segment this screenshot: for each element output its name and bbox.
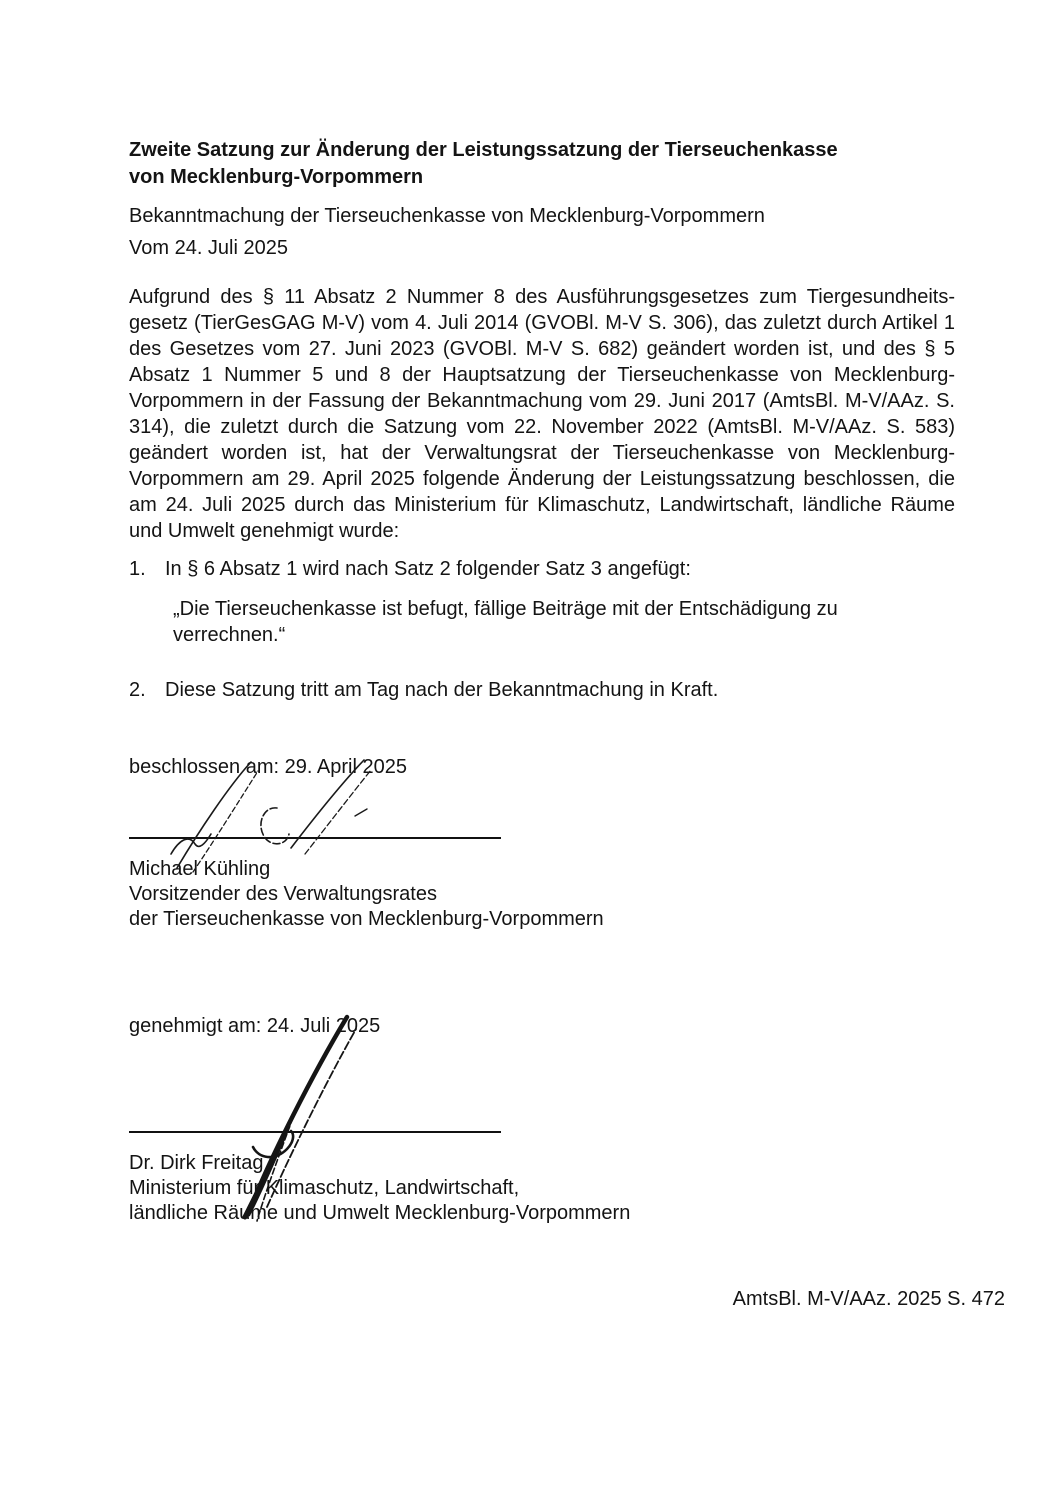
signer-name: Michael Kühling: [129, 858, 271, 880]
approved-date-line: genehmigt am: 24. Juli 2025: [129, 1015, 381, 1037]
title-line-2: von Mecklenburg-Vorpommern: [129, 166, 424, 188]
title-line-1: Zweite Satzung zur Änderung der Leistungssatzung der Tierseuchenkasse: [129, 139, 838, 161]
signer-role-line: der Tierseuchenkasse von Mecklenburg-Vorpommern: [129, 908, 604, 930]
preamble-paragraph: Aufgrund des § 11 Absatz 2 Nummer 8 des Ausführungsgesetzes zum Tiergesundheits-gesetz (TierGesGAG M-V) vom 4. Juli 2014 (GVOBl. M-V S. 306), das zuletzt durch Artikel 1 des Gesetzes vom 27. Juni 2023 (GVOBl. M-V S. 682) geändert worden ist, und des § 5 Absatz 1 Nummer 5 und 8 der Hauptsatzung der Tierseuchenkasse von Mecklenburg-Vorpommern in der Fassung der Bekanntmachung vom 29. Juni 2017 (AmtsBl. M-V/AAz. S. 314), die zuletzt durch die Satzung vom 22. November 2022 (AmtsBl. M-V/AAz. S. 583) geändert worden ist, hat der Verwaltungsrat der Tierseuchenkasse von Mecklenburg-Vorpommern am 29. April 2025 folgende Änderung der Leistungssatzung beschlossen, die am 24. Juli 2025 durch das Ministerium für Klimaschutz, Landwirtschaft, ländliche Räume und Umwelt genehmigt wurde:: [129, 286, 955, 542]
list-item: [129, 556, 955, 648]
signer-name: Dr. Dirk Freitag: [129, 1152, 264, 1174]
item-quote: „Die Tierseuchenkasse ist befugt, fällige Beiträge mit der Entschädigung zu verrechnen.“: [173, 598, 838, 646]
item-text: In § 6 Absatz 1 wird nach Satz 2 folgender Satz 3 angefügt:: [165, 558, 691, 580]
signature-line: [129, 1131, 501, 1133]
list-item: [129, 677, 955, 703]
item-text: Diese Satzung tritt am Tag nach der Bekanntmachung in Kraft.: [165, 679, 719, 701]
subtitle: Bekanntmachung der Tierseuchenkasse von Mecklenburg-Vorpommern: [129, 205, 765, 227]
item-number: 1.: [129, 558, 146, 580]
signer-role-line: ländliche Räume und Umwelt Mecklenburg-Vorpommern: [129, 1202, 631, 1224]
decided-date-line: beschlossen am: 29. April 2025: [129, 756, 407, 778]
item-body: [165, 677, 955, 703]
item-number: 2.: [129, 679, 146, 701]
signer-role-line: Ministerium für Klimaschutz, Landwirtschaft,: [129, 1177, 520, 1199]
page-title: [129, 137, 955, 191]
gazette-reference: AmtsBl. M-V/AAz. 2025 S. 472: [732, 1288, 1005, 1310]
signature-block-decided: [129, 754, 955, 932]
date-line: Vom 24. Juli 2025: [129, 237, 288, 259]
amendment-list: [129, 556, 955, 703]
signature-line: [129, 837, 501, 839]
document-content: [129, 137, 955, 1226]
signer-role-line: Vorsitzender des Verwaltungsrates: [129, 883, 437, 905]
item-body: [165, 556, 955, 648]
signature-block-approved: [129, 1013, 955, 1226]
